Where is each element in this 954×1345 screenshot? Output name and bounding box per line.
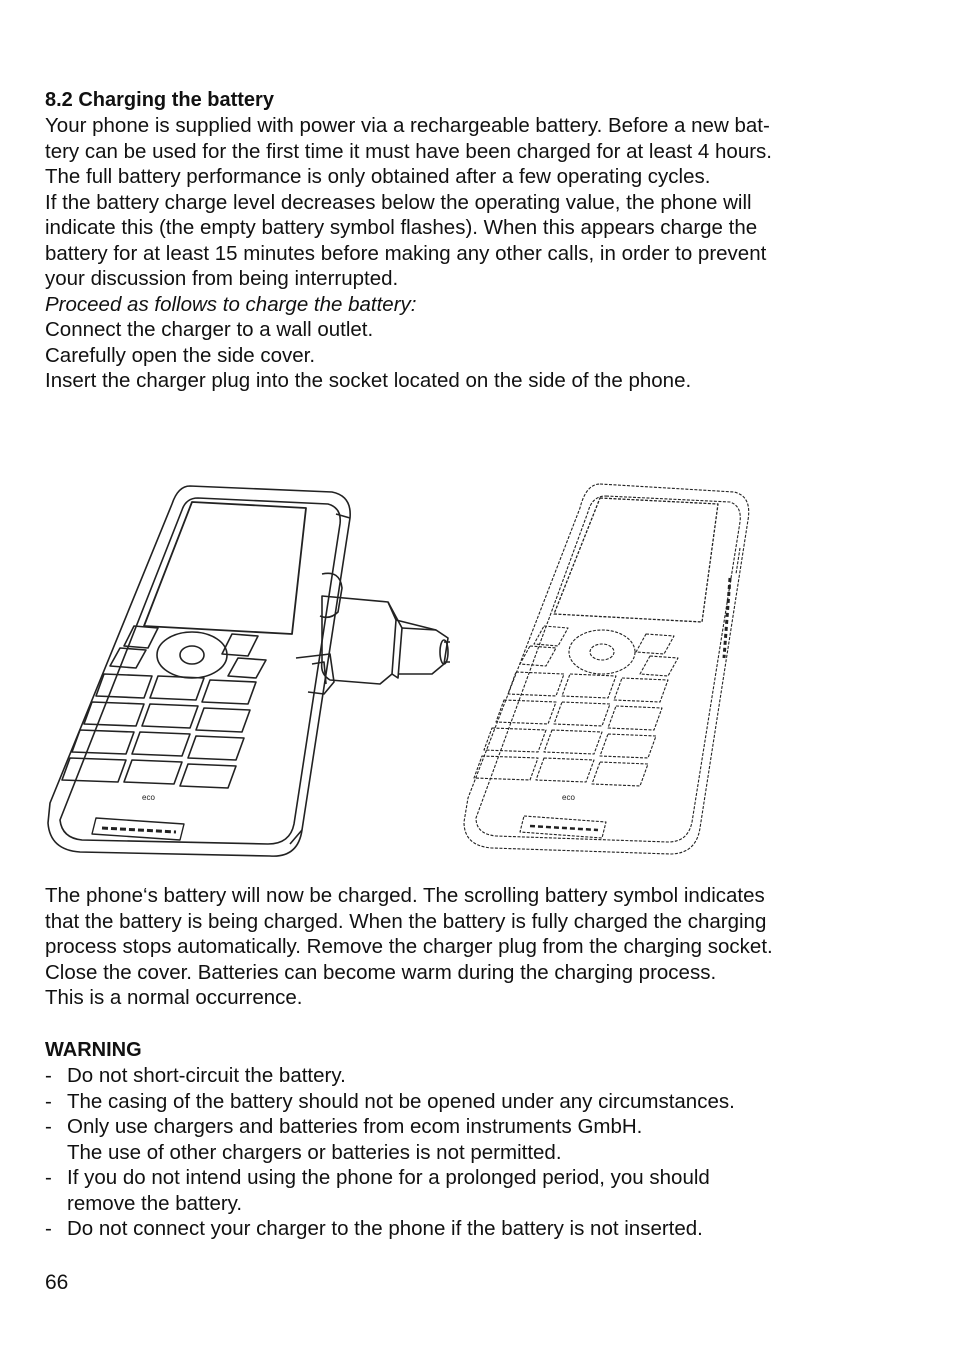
- phone-with-charger-illustration: [48, 486, 450, 856]
- section-heading: 8.2 Charging the battery: [45, 89, 274, 111]
- warning-item: [45, 1089, 875, 1115]
- charging-result-paragraph: [45, 883, 875, 1011]
- warning-item: [45, 1114, 875, 1140]
- warning-line: remove the battery.: [67, 1191, 243, 1215]
- body-line: Close the cover. Batteries can become warm during the charging process.: [45, 960, 717, 984]
- warning-line: Do not short-circuit the battery.: [67, 1064, 346, 1087]
- body-line: The phone‘s battery will now be charged. The scrolling battery symbol indicates: [45, 884, 765, 907]
- procedure-step: Carefully open the side cover.: [45, 343, 316, 367]
- procedure-intro: Proceed as follows to charge the battery:: [45, 292, 417, 316]
- body-line: tery can be used for the first time it must have been charged for at least 4 hours.: [45, 139, 772, 163]
- body-line: that the battery is being charged. When the battery is fully charged the charging: [45, 909, 767, 933]
- warning-line: Do not connect your charger to the phone if the battery is not inserted.: [67, 1217, 703, 1240]
- warning-item-continuation: [45, 1140, 875, 1166]
- procedure-step: Insert the charger plug into the socket located on the side of the phone.: [45, 369, 692, 392]
- warning-item: [45, 1063, 875, 1089]
- phone-outline-illustration: [464, 484, 749, 854]
- charging-section: [45, 88, 875, 394]
- list-dash: -: [45, 1166, 52, 1189]
- list-dash: -: [45, 1217, 52, 1240]
- warning-item: [45, 1165, 875, 1191]
- warning-section: [45, 1038, 875, 1242]
- warning-line: The use of other chargers or batteries is not permitted.: [67, 1140, 562, 1164]
- body-line: This is a normal occurrence.: [45, 986, 303, 1009]
- body-line: process stops automatically. Remove the charger plug from the charging socket.: [45, 935, 773, 958]
- charging-figure: [40, 478, 760, 868]
- warning-item: [45, 1216, 875, 1242]
- warning-line: The casing of the battery should not be opened under any circumstances.: [67, 1089, 735, 1113]
- list-dash: -: [45, 1115, 52, 1138]
- warning-title: WARNING: [45, 1039, 142, 1061]
- list-dash: -: [45, 1089, 52, 1113]
- warning-list: [45, 1063, 875, 1242]
- procedure-step: Connect the charger to a wall outlet.: [45, 318, 374, 341]
- body-line: battery for at least 15 minutes before making any other calls, in order to prevent: [45, 241, 767, 265]
- warning-line: Only use chargers and batteries from ecom instruments GmbH.: [67, 1115, 643, 1138]
- body-line: your discussion from being interrupted.: [45, 267, 399, 290]
- warning-line: If you do not intend using the phone for a prolonged period, you should: [67, 1166, 710, 1189]
- body-line: indicate this (the empty battery symbol flashes). When this appears charge the: [45, 216, 758, 239]
- page-number: 66: [45, 1271, 69, 1294]
- body-line: If the battery charge level decreases below the operating value, the phone will: [45, 190, 752, 214]
- warning-item-continuation: [45, 1191, 875, 1217]
- body-line: The full battery performance is only obtained after a few operating cycles.: [45, 165, 711, 188]
- svg-text:eco: eco: [562, 793, 575, 802]
- list-dash: -: [45, 1064, 52, 1087]
- svg-text:eco: eco: [142, 793, 155, 802]
- body-line: Your phone is supplied with power via a rechargeable battery. Before a new bat-: [45, 114, 770, 137]
